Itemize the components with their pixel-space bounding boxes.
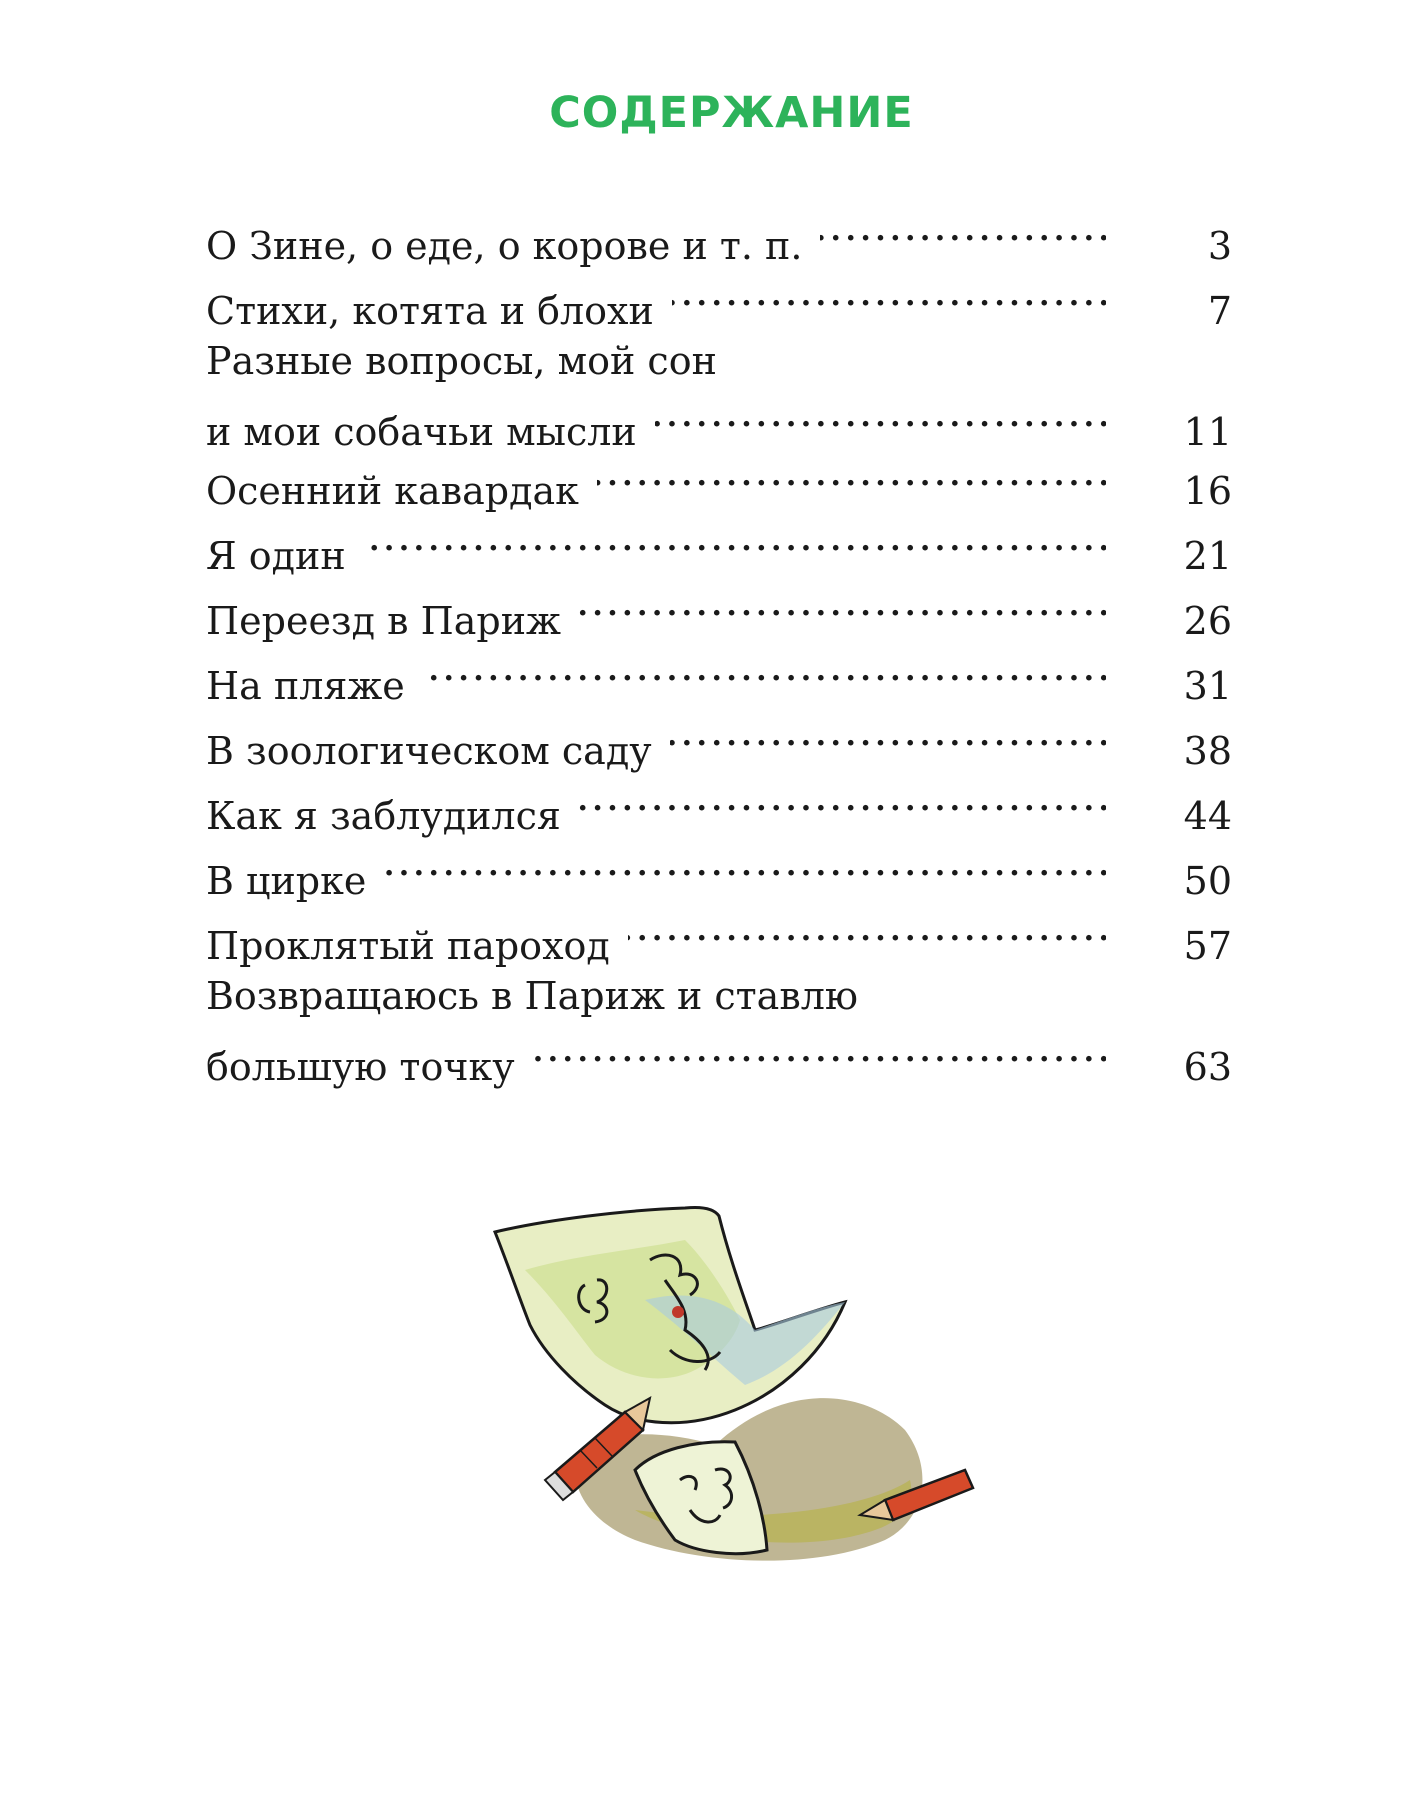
toc-entry	[206, 578, 1232, 643]
toc-entry	[206, 513, 1232, 578]
toc-entry-page: 3	[1207, 224, 1232, 268]
toc-entry-title: В цирке	[206, 859, 367, 903]
toc-entry-page: 11	[1183, 410, 1232, 454]
drawing-illustration	[485, 1180, 1025, 1590]
toc-entry-page: 16	[1183, 469, 1232, 513]
dot-leader	[533, 1024, 1106, 1080]
dot-leader	[423, 643, 1106, 699]
dot-leader	[579, 578, 1106, 634]
dot-leader	[670, 708, 1106, 764]
toc-entry-title: Проклятый пароход	[206, 924, 610, 968]
toc-entry-title: Переезд в Париж	[206, 599, 562, 643]
toc-entry-title-line1: Возвращаюсь в Париж и ставлю	[206, 974, 858, 1018]
toc-entry	[206, 643, 1232, 708]
dot-leader	[628, 903, 1106, 959]
toc-entry-title: О Зине, о еде, о корове и т. п.	[206, 224, 803, 268]
dot-leader	[384, 838, 1106, 894]
dot-leader	[364, 513, 1106, 569]
dot-leader	[672, 268, 1106, 324]
toc-entry	[206, 448, 1232, 513]
dot-leader	[597, 448, 1106, 504]
toc-entry-page: 38	[1183, 729, 1232, 773]
toc-entry-page: 26	[1183, 599, 1232, 643]
toc-entry-page: 63	[1183, 1045, 1232, 1089]
toc-entry-page: 31	[1183, 664, 1232, 708]
toc-entry	[206, 203, 1232, 268]
toc-entry	[206, 333, 1232, 454]
toc-entry-title: большую точку	[206, 1045, 515, 1089]
toc-entry-page: 21	[1183, 534, 1232, 578]
toc-entry-title-line1: Разные вопросы, мой сон	[206, 339, 717, 383]
toc-entry-title: Стихи, котята и блохи	[206, 289, 654, 333]
toc-entry-title: Осенний кавардак	[206, 469, 579, 513]
toc-entry-title: и мои собачьи мысли	[206, 410, 637, 454]
toc-entry	[206, 708, 1232, 773]
dot-leader	[655, 389, 1106, 445]
toc-entry	[206, 968, 1232, 1089]
toc-entry	[206, 773, 1232, 838]
toc-entry-page: 57	[1183, 924, 1232, 968]
toc-entry-page: 50	[1183, 859, 1232, 903]
toc-entry-title: Как я заблудился	[206, 794, 561, 838]
toc-entry	[206, 268, 1232, 333]
toc-entry-title: Я один	[206, 534, 346, 578]
toc-entry-page: 44	[1183, 794, 1232, 838]
page-title: СОДЕРЖАНИЕ	[549, 88, 914, 138]
dog-nose	[672, 1306, 684, 1318]
toc-entry-title: На пляже	[206, 664, 405, 708]
dot-leader	[579, 773, 1106, 829]
toc-entry-title: В зоологическом саду	[206, 729, 652, 773]
toc-entry-page: 7	[1207, 289, 1232, 333]
toc-entry	[206, 838, 1232, 903]
toc-entry	[206, 903, 1232, 968]
dot-leader	[820, 203, 1106, 259]
